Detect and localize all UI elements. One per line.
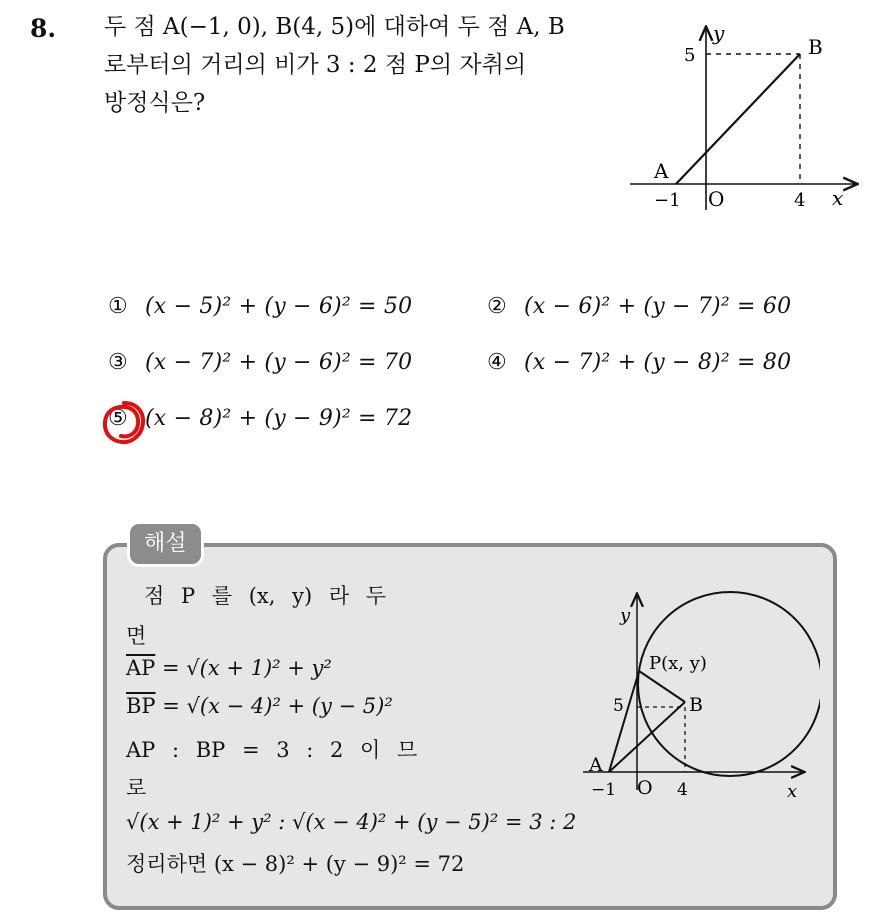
- point-b-label: B: [689, 694, 703, 716]
- segment-ab: [676, 54, 800, 184]
- tick-label-x-neg1: −1: [654, 190, 681, 211]
- point-b-label: B: [808, 35, 823, 59]
- choice-2[interactable]: [487, 294, 791, 319]
- question-text-line-2: 로부터의 거리의 비가 3 : 2 점 P의 자취의: [104, 52, 527, 78]
- choice-5-equation: (x − 8)² + (y − 9)² = 72: [145, 406, 413, 431]
- y-axis-label: y: [713, 21, 725, 45]
- question-text-line-1: 두 점 A(−1, 0), B(4, 5)에 대하여 두 점 A, B: [104, 14, 565, 40]
- choice-3[interactable]: [108, 350, 412, 375]
- choice-4-equation: (x − 7)² + (y − 8)² = 80: [524, 350, 792, 375]
- tick-label-x-4: 4: [794, 190, 806, 211]
- tick-label-y-5: 5: [684, 45, 696, 66]
- choice-1-equation: (x − 5)² + (y − 6)² = 50: [145, 294, 413, 319]
- locus-circle: [638, 592, 820, 776]
- choice-3-equation: (x − 7)² + (y − 6)² = 70: [145, 350, 413, 375]
- point-p-label: P(x, y): [649, 653, 707, 674]
- solution-line-1: 점 P 를 (x, y) 라 두: [144, 584, 387, 608]
- origin-label: O: [708, 187, 725, 211]
- choice-1-mark: ①: [108, 294, 128, 319]
- choice-5-mark: ⑤: [108, 406, 128, 431]
- choice-4-mark: ④: [487, 350, 507, 375]
- choice-2-equation: (x − 6)² + (y − 7)² = 60: [524, 294, 792, 319]
- bp-expression: = √(x − 4)² + (y − 5)²: [162, 694, 393, 718]
- question-number: 8.: [30, 14, 57, 43]
- question-text-line-3: 방정식은?: [104, 90, 206, 116]
- choice-3-mark: ③: [108, 350, 128, 375]
- y-axis-label: y: [620, 605, 631, 626]
- choice-2-mark: ②: [487, 294, 507, 319]
- ap-expression: = √(x + 1)² + y²: [161, 656, 332, 680]
- solution-tag: 해설: [127, 521, 204, 567]
- choice-4[interactable]: [487, 350, 791, 375]
- segment-bp-label: $\overline{BP}$: [126, 694, 156, 718]
- solution-line-2: 면: [126, 624, 147, 648]
- x-axis-label: x: [832, 186, 844, 210]
- solution-result: 정리하면 (x − 8)² + (y − 9)² = 72: [126, 852, 465, 876]
- tick-label-y-5: 5: [613, 696, 624, 716]
- tick-label-x-neg1: −1: [591, 780, 617, 800]
- solution-ratio-line: AP : BP = 3 : 2 이 므: [126, 738, 418, 762]
- choice-1[interactable]: [108, 294, 412, 319]
- origin-label: O: [637, 777, 653, 799]
- x-axis-label: x: [787, 781, 798, 802]
- solution-line-ro: 로: [126, 776, 147, 800]
- point-a-label: A: [589, 754, 603, 776]
- point-a-label: A: [654, 159, 669, 183]
- segment-ap-label: $\overline{AP}$: [126, 656, 156, 680]
- tick-label-x-4: 4: [677, 780, 688, 800]
- solution-bp-line: [126, 694, 393, 718]
- solution-sqrt-ratio: √(x + 1)² + y² : √(x − 4)² + (y − 5)² = 3 : 2: [126, 810, 577, 834]
- answer-circle-mark: [98, 397, 150, 449]
- choice-5[interactable]: [108, 406, 412, 431]
- segment-pb: [639, 671, 685, 702]
- solution-ap-line: [126, 656, 332, 680]
- question-graph: [620, 20, 870, 220]
- solution-graph: [575, 585, 820, 805]
